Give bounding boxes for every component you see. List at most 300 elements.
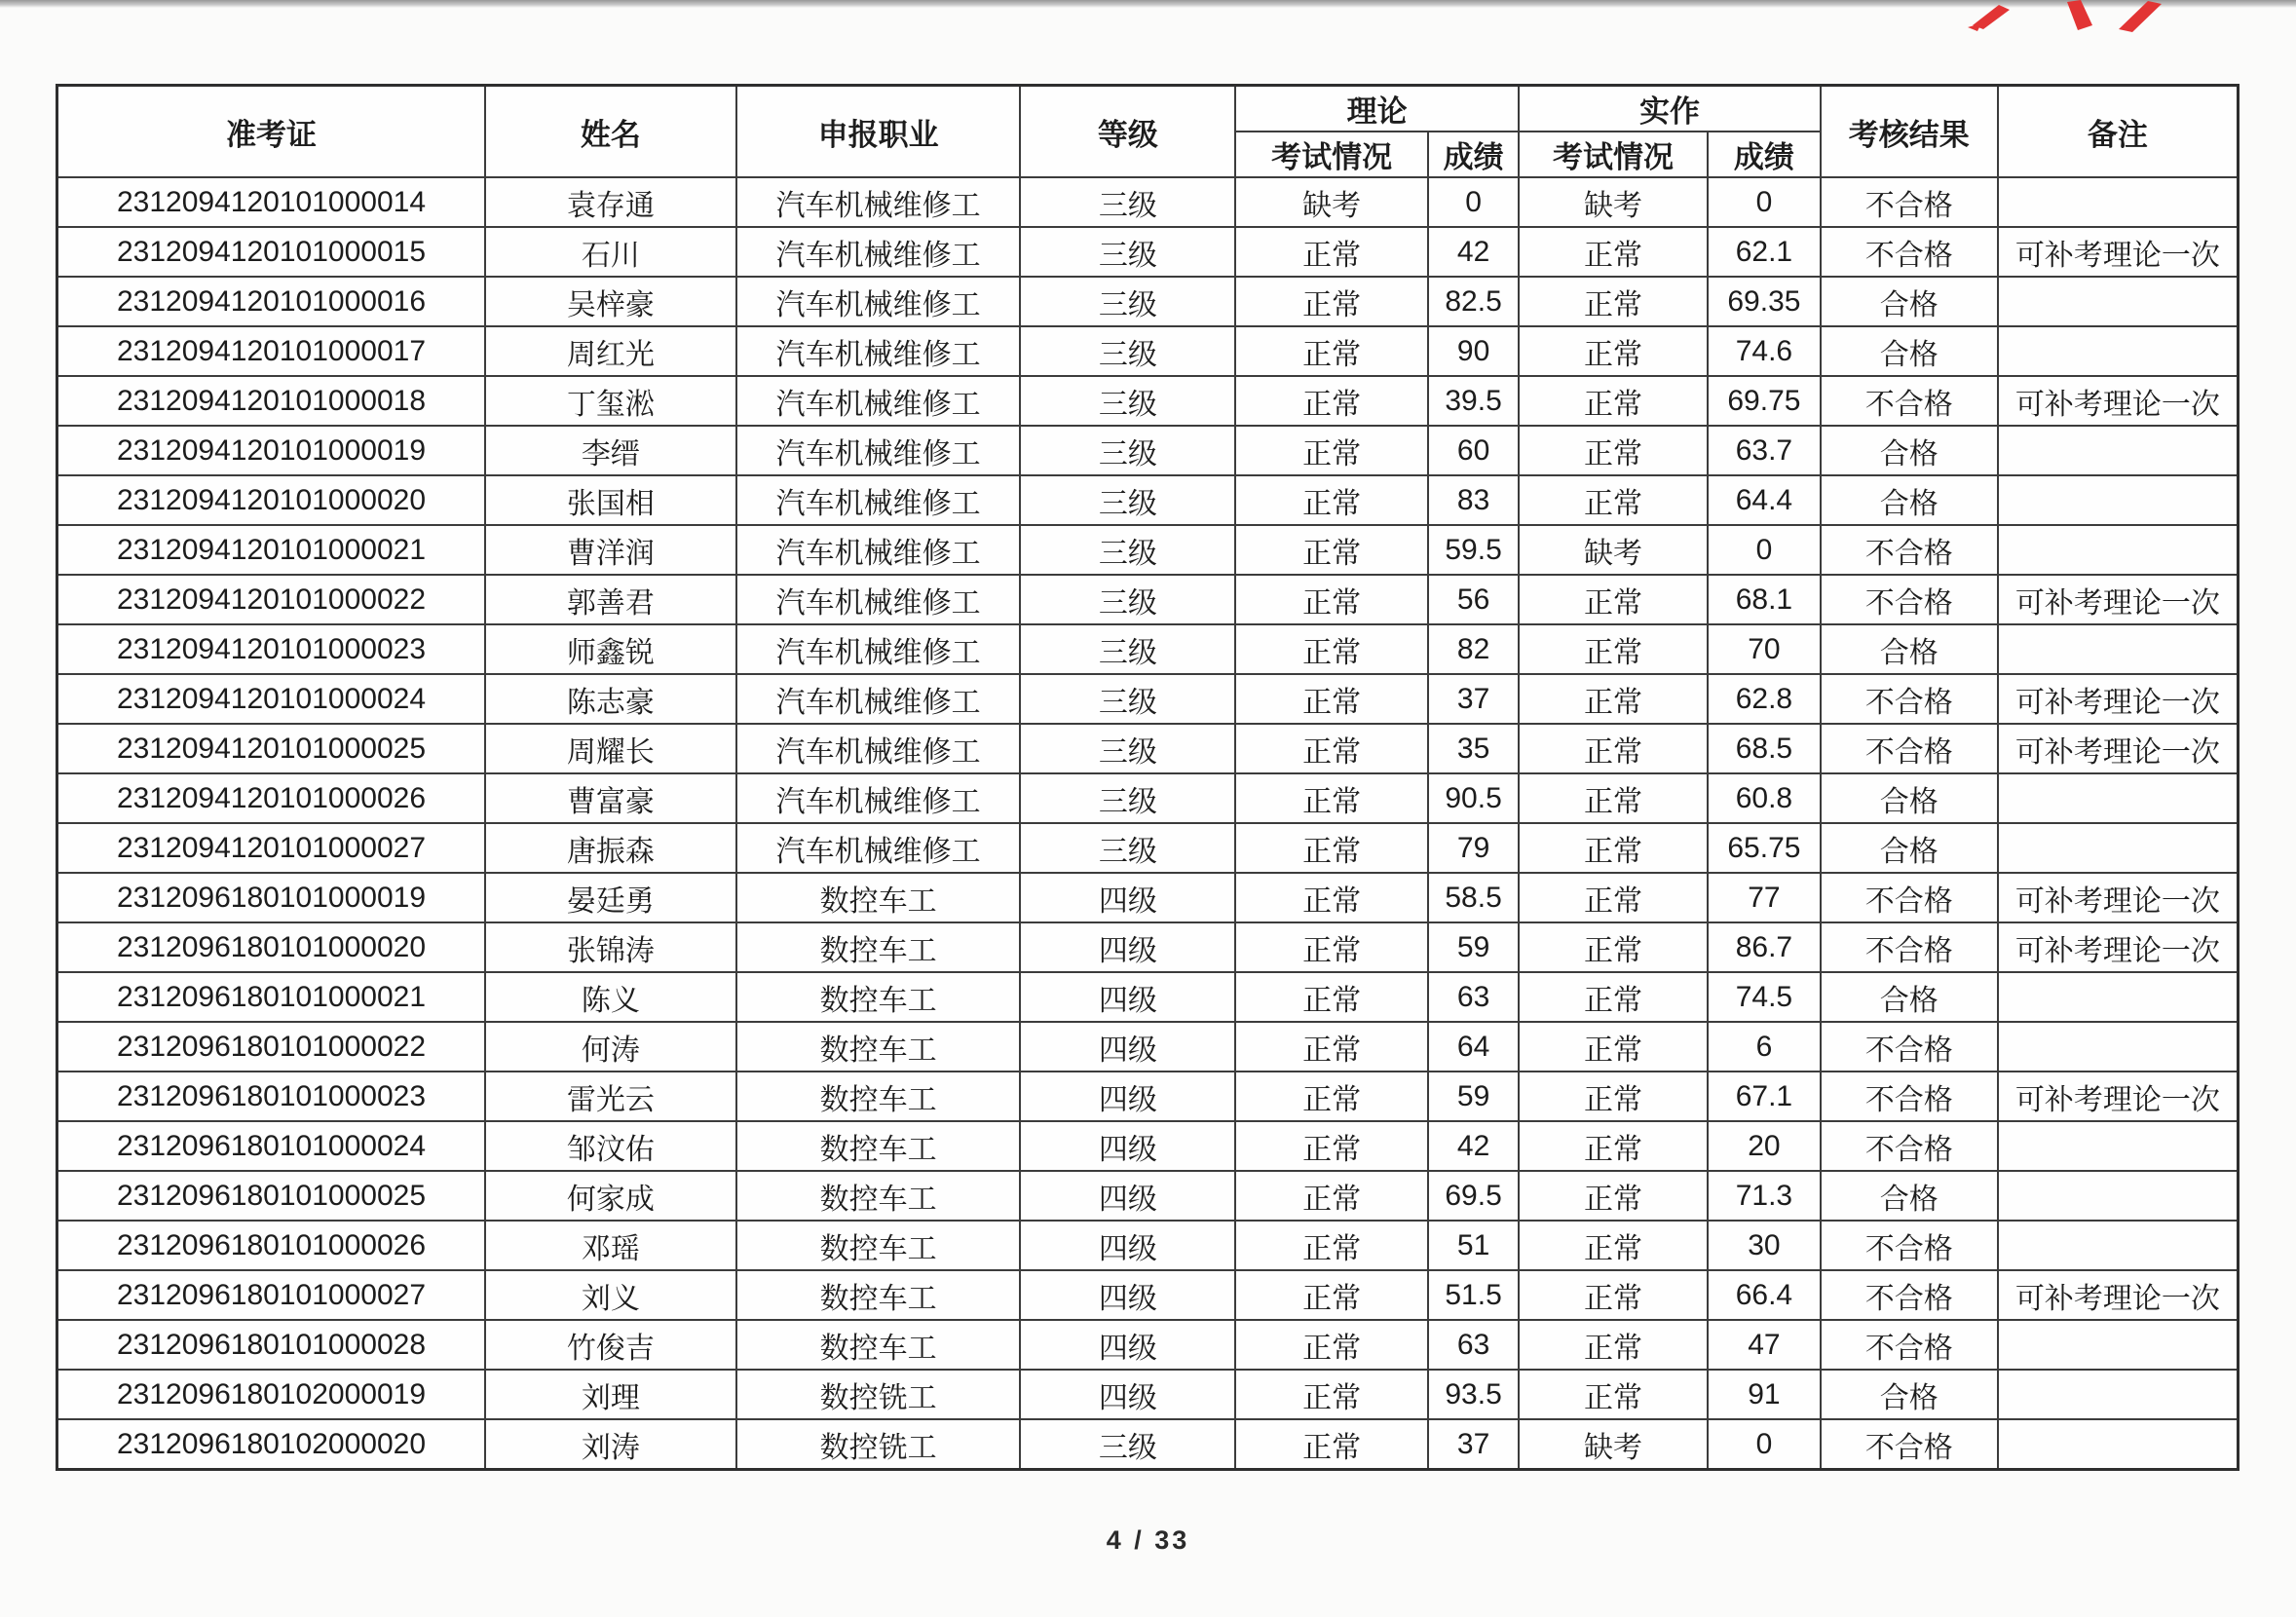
table-row [57,674,2239,724]
cell-occupation: 数控铣工 [736,1370,1021,1419]
table-row [57,1072,2239,1121]
cell-id: 2312094120101000014 [57,177,486,227]
cell-occupation: 汽车机械维修工 [736,575,1021,624]
cell-level: 三级 [1020,326,1235,376]
cell-theory-status: 正常 [1235,1221,1428,1270]
cell-occupation: 数控车工 [736,1121,1021,1171]
cell-theory-score: 90 [1428,326,1519,376]
cell-result: 不合格 [1821,1121,1998,1171]
cell-name: 袁存通 [485,177,736,227]
cell-level: 三级 [1020,277,1235,326]
cell-occupation: 汽车机械维修工 [736,674,1021,724]
cell-occupation: 汽车机械维修工 [736,823,1021,873]
cell-theory-status: 正常 [1235,575,1428,624]
cell-remark: 可补考理论一次 [1998,376,2239,426]
cell-practical-status: 正常 [1519,426,1708,475]
cell-practical-score: 74.6 [1708,326,1821,376]
cell-name: 曹洋润 [485,525,736,575]
cell-name: 刘理 [485,1370,736,1419]
exam-results-table [56,84,2240,1471]
cell-occupation: 数控车工 [736,1171,1021,1221]
cell-practical-score: 0 [1708,525,1821,575]
cell-level: 三级 [1020,1419,1235,1470]
cell-remark [1998,624,2239,674]
cell-name: 李缙 [485,426,736,475]
cell-theory-status: 正常 [1235,1121,1428,1171]
cell-theory-status: 正常 [1235,1171,1428,1221]
cell-practical-status: 正常 [1519,1370,1708,1419]
col-header-occupation: 申报职业 [736,86,1021,178]
cell-theory-status: 正常 [1235,1320,1428,1370]
cell-remark [1998,823,2239,873]
cell-result: 不合格 [1821,1270,1998,1320]
table-row [57,1022,2239,1072]
cell-theory-status: 正常 [1235,1072,1428,1121]
cell-id: 2312096180101000028 [57,1320,486,1370]
cell-remark [1998,1320,2239,1370]
cell-practical-score: 20 [1708,1121,1821,1171]
cell-name: 何家成 [485,1171,736,1221]
cell-occupation: 汽车机械维修工 [736,475,1021,525]
cell-remark [1998,475,2239,525]
cell-id: 2312094120101000020 [57,475,486,525]
col-header-remarks: 备注 [1998,86,2239,178]
cell-practical-score: 64.4 [1708,475,1821,525]
cell-level: 四级 [1020,1121,1235,1171]
cell-practical-score: 65.75 [1708,823,1821,873]
cell-practical-status: 缺考 [1519,525,1708,575]
table-row [57,1320,2239,1370]
col-header-level: 等级 [1020,86,1235,178]
table-row [57,773,2239,823]
cell-practical-status: 正常 [1519,326,1708,376]
cell-result: 合格 [1821,972,1998,1022]
cell-name: 雷光云 [485,1072,736,1121]
cell-name: 张锦涛 [485,922,736,972]
cell-name: 竹俊吉 [485,1320,736,1370]
cell-theory-score: 59 [1428,1072,1519,1121]
table-row [57,1370,2239,1419]
cell-remark: 可补考理论一次 [1998,922,2239,972]
cell-theory-score: 59 [1428,922,1519,972]
cell-theory-status: 正常 [1235,1370,1428,1419]
cell-occupation: 汽车机械维修工 [736,376,1021,426]
cell-remark [1998,177,2239,227]
cell-result: 合格 [1821,773,1998,823]
cell-name: 师鑫锐 [485,624,736,674]
cell-theory-score: 42 [1428,227,1519,277]
cell-id: 2312096180102000020 [57,1419,486,1470]
cell-practical-status: 正常 [1519,575,1708,624]
cell-theory-status: 正常 [1235,1022,1428,1072]
table-row [57,575,2239,624]
cell-result: 不合格 [1821,873,1998,922]
cell-level: 四级 [1020,1270,1235,1320]
cell-occupation: 数控车工 [736,972,1021,1022]
cell-practical-score: 67.1 [1708,1072,1821,1121]
table-row [57,1270,2239,1320]
cell-practical-status: 正常 [1519,277,1708,326]
cell-theory-status: 正常 [1235,972,1428,1022]
cell-result: 不合格 [1821,1022,1998,1072]
cell-occupation: 数控车工 [736,922,1021,972]
col-header-theory-exam-status: 考试情况 [1235,132,1428,177]
cell-theory-status: 正常 [1235,922,1428,972]
cell-id: 2312094120101000015 [57,227,486,277]
cell-level: 四级 [1020,1370,1235,1419]
cell-practical-status: 正常 [1519,624,1708,674]
cell-theory-status: 正常 [1235,227,1428,277]
cell-practical-score: 30 [1708,1221,1821,1270]
cell-name: 何涛 [485,1022,736,1072]
table-row [57,823,2239,873]
cell-practical-status: 正常 [1519,1270,1708,1320]
cell-theory-score: 63 [1428,972,1519,1022]
cell-result: 合格 [1821,1370,1998,1419]
cell-level: 四级 [1020,1171,1235,1221]
cell-remark [1998,1419,2239,1470]
cell-id: 2312096180101000026 [57,1221,486,1270]
cell-level: 四级 [1020,922,1235,972]
cell-remark [1998,1221,2239,1270]
cell-practical-status: 正常 [1519,376,1708,426]
col-group-header-theory: 理论 [1235,86,1519,132]
cell-result: 合格 [1821,426,1998,475]
cell-remark [1998,1022,2239,1072]
col-group-header-practical: 实作 [1519,86,1821,132]
cell-id: 2312096180101000022 [57,1022,486,1072]
cell-theory-score: 58.5 [1428,873,1519,922]
cell-practical-status: 正常 [1519,724,1708,773]
cell-remark: 可补考理论一次 [1998,1072,2239,1121]
cell-id: 2312096180102000019 [57,1370,486,1419]
cell-id: 2312094120101000026 [57,773,486,823]
table-row [57,277,2239,326]
cell-occupation: 汽车机械维修工 [736,177,1021,227]
table-row [57,1221,2239,1270]
cell-practical-score: 91 [1708,1370,1821,1419]
cell-id: 2312096180101000021 [57,972,486,1022]
cell-id: 2312094120101000022 [57,575,486,624]
cell-name: 陈志豪 [485,674,736,724]
cell-occupation: 数控车工 [736,1270,1021,1320]
cell-theory-status: 正常 [1235,674,1428,724]
cell-id: 2312094120101000025 [57,724,486,773]
cell-theory-score: 39.5 [1428,376,1519,426]
cell-name: 曹富豪 [485,773,736,823]
cell-result: 不合格 [1821,922,1998,972]
cell-practical-status: 缺考 [1519,1419,1708,1470]
cell-practical-score: 74.5 [1708,972,1821,1022]
cell-level: 三级 [1020,674,1235,724]
cell-theory-status: 正常 [1235,475,1428,525]
cell-remark: 可补考理论一次 [1998,674,2239,724]
cell-result: 合格 [1821,326,1998,376]
cell-id: 2312096180101000019 [57,873,486,922]
cell-id: 2312094120101000018 [57,376,486,426]
cell-id: 2312094120101000027 [57,823,486,873]
cell-remark [1998,773,2239,823]
cell-remark [1998,972,2239,1022]
col-header-admission-ticket: 准考证 [57,86,486,178]
cell-practical-score: 70 [1708,624,1821,674]
cell-practical-status: 正常 [1519,1320,1708,1370]
cell-level: 三级 [1020,724,1235,773]
cell-theory-score: 63 [1428,1320,1519,1370]
cell-result: 不合格 [1821,177,1998,227]
cell-name: 吴梓豪 [485,277,736,326]
cell-remark: 可补考理论一次 [1998,1270,2239,1320]
cell-result: 不合格 [1821,724,1998,773]
cell-result: 合格 [1821,624,1998,674]
cell-name: 刘涛 [485,1419,736,1470]
cell-level: 四级 [1020,1221,1235,1270]
page-number: 4 / 33 [1106,1525,1190,1555]
cell-name: 晏廷勇 [485,873,736,922]
cell-theory-score: 59.5 [1428,525,1519,575]
cell-practical-status: 正常 [1519,972,1708,1022]
cell-result: 不合格 [1821,575,1998,624]
cell-practical-score: 60.8 [1708,773,1821,823]
cell-occupation: 数控车工 [736,873,1021,922]
cell-result: 不合格 [1821,1072,1998,1121]
cell-theory-score: 83 [1428,475,1519,525]
cell-level: 三级 [1020,525,1235,575]
table-row [57,972,2239,1022]
cell-occupation: 汽车机械维修工 [736,326,1021,376]
cell-practical-score: 77 [1708,873,1821,922]
cell-name: 陈义 [485,972,736,1022]
cell-theory-score: 42 [1428,1121,1519,1171]
cell-practical-status: 正常 [1519,227,1708,277]
cell-level: 三级 [1020,426,1235,475]
cell-theory-score: 37 [1428,1419,1519,1470]
cell-practical-score: 47 [1708,1320,1821,1370]
cell-theory-status: 正常 [1235,277,1428,326]
cell-practical-score: 68.1 [1708,575,1821,624]
cell-occupation: 汽车机械维修工 [736,277,1021,326]
cell-occupation: 汽车机械维修工 [736,227,1021,277]
cell-theory-score: 37 [1428,674,1519,724]
header-row-top [57,86,2239,132]
cell-practical-status: 正常 [1519,1022,1708,1072]
cell-level: 三级 [1020,227,1235,277]
cell-id: 2312096180101000027 [57,1270,486,1320]
cell-name: 郭善君 [485,575,736,624]
cell-result: 合格 [1821,475,1998,525]
cell-practical-status: 正常 [1519,1221,1708,1270]
cell-theory-status: 正常 [1235,873,1428,922]
cell-name: 周红光 [485,326,736,376]
cell-level: 三级 [1020,823,1235,873]
table-row [57,1171,2239,1221]
cell-theory-status: 正常 [1235,525,1428,575]
cell-practical-score: 0 [1708,1419,1821,1470]
table-row [57,624,2239,674]
cell-practical-score: 71.3 [1708,1171,1821,1221]
cell-name: 邓瑶 [485,1221,736,1270]
cell-name: 丁玺淞 [485,376,736,426]
cell-result: 不合格 [1821,1419,1998,1470]
cell-theory-status: 正常 [1235,773,1428,823]
cell-theory-score: 79 [1428,823,1519,873]
cell-level: 四级 [1020,1320,1235,1370]
cell-occupation: 数控车工 [736,1022,1021,1072]
cell-remark [1998,1370,2239,1419]
cell-level: 三级 [1020,376,1235,426]
cell-result: 不合格 [1821,674,1998,724]
table-row [57,426,2239,475]
cell-level: 三级 [1020,475,1235,525]
cell-result: 不合格 [1821,227,1998,277]
red-stamp-marks-icon [1948,0,2172,35]
cell-theory-status: 正常 [1235,1419,1428,1470]
cell-result: 不合格 [1821,376,1998,426]
cell-practical-status: 缺考 [1519,177,1708,227]
cell-name: 张国相 [485,475,736,525]
cell-occupation: 数控车工 [736,1221,1021,1270]
table-row [57,1121,2239,1171]
cell-remark: 可补考理论一次 [1998,227,2239,277]
cell-remark: 可补考理论一次 [1998,575,2239,624]
cell-level: 四级 [1020,1022,1235,1072]
cell-theory-status: 缺考 [1235,177,1428,227]
cell-occupation: 数控车工 [736,1320,1021,1370]
cell-practical-status: 正常 [1519,1171,1708,1221]
cell-theory-status: 正常 [1235,823,1428,873]
cell-practical-status: 正常 [1519,674,1708,724]
cell-remark: 可补考理论一次 [1998,873,2239,922]
cell-practical-status: 正常 [1519,1121,1708,1171]
cell-practical-status: 正常 [1519,773,1708,823]
cell-practical-score: 69.35 [1708,277,1821,326]
table-header [57,86,2239,178]
table-row [57,227,2239,277]
cell-level: 三级 [1020,575,1235,624]
cell-occupation: 汽车机械维修工 [736,624,1021,674]
table-row [57,922,2239,972]
cell-theory-score: 51 [1428,1221,1519,1270]
cell-result: 合格 [1821,277,1998,326]
cell-practical-score: 6 [1708,1022,1821,1072]
cell-id: 2312094120101000016 [57,277,486,326]
cell-occupation: 汽车机械维修工 [736,773,1021,823]
table-row [57,475,2239,525]
table-row [57,724,2239,773]
cell-result: 不合格 [1821,525,1998,575]
table-row [57,1419,2239,1470]
cell-result: 不合格 [1821,1221,1998,1270]
cell-practical-status: 正常 [1519,1072,1708,1121]
cell-theory-score: 64 [1428,1022,1519,1072]
cell-theory-status: 正常 [1235,326,1428,376]
cell-remark [1998,277,2239,326]
cell-remark: 可补考理论一次 [1998,724,2239,773]
col-header-practical-exam-status: 考试情况 [1519,132,1708,177]
cell-practical-score: 86.7 [1708,922,1821,972]
cell-occupation: 汽车机械维修工 [736,724,1021,773]
table-row [57,376,2239,426]
cell-name: 邹汶佑 [485,1121,736,1171]
cell-theory-score: 69.5 [1428,1171,1519,1221]
cell-name: 周耀长 [485,724,736,773]
cell-practical-score: 66.4 [1708,1270,1821,1320]
cell-theory-score: 60 [1428,426,1519,475]
cell-level: 三级 [1020,773,1235,823]
cell-remark [1998,426,2239,475]
cell-id: 2312094120101000024 [57,674,486,724]
cell-theory-status: 正常 [1235,1270,1428,1320]
cell-id: 2312096180101000024 [57,1121,486,1171]
cell-practical-status: 正常 [1519,922,1708,972]
table-row [57,873,2239,922]
cell-id: 2312094120101000017 [57,326,486,376]
cell-occupation: 数控铣工 [736,1419,1021,1470]
cell-level: 三级 [1020,624,1235,674]
cell-level: 四级 [1020,1072,1235,1121]
cell-practical-status: 正常 [1519,873,1708,922]
cell-remark [1998,525,2239,575]
cell-remark [1998,1121,2239,1171]
col-header-result: 考核结果 [1821,86,1998,178]
cell-practical-score: 68.5 [1708,724,1821,773]
table-body [57,177,2239,1470]
cell-occupation: 数控车工 [736,1072,1021,1121]
cell-theory-score: 82.5 [1428,277,1519,326]
cell-theory-status: 正常 [1235,624,1428,674]
cell-practical-score: 63.7 [1708,426,1821,475]
cell-id: 2312096180101000020 [57,922,486,972]
cell-id: 2312094120101000021 [57,525,486,575]
cell-level: 三级 [1020,177,1235,227]
cell-result: 合格 [1821,1171,1998,1221]
col-header-name: 姓名 [485,86,736,178]
cell-theory-score: 93.5 [1428,1370,1519,1419]
col-header-theory-score: 成绩 [1428,132,1519,177]
cell-theory-score: 82 [1428,624,1519,674]
cell-result: 不合格 [1821,1320,1998,1370]
col-header-practical-score: 成绩 [1708,132,1821,177]
table-row [57,326,2239,376]
cell-name: 刘义 [485,1270,736,1320]
cell-id: 2312094120101000019 [57,426,486,475]
cell-remark [1998,326,2239,376]
table-row [57,525,2239,575]
cell-occupation: 汽车机械维修工 [736,426,1021,475]
cell-practical-score: 62.1 [1708,227,1821,277]
cell-theory-status: 正常 [1235,426,1428,475]
cell-theory-score: 0 [1428,177,1519,227]
cell-practical-status: 正常 [1519,823,1708,873]
cell-name: 唐振森 [485,823,736,873]
cell-level: 四级 [1020,972,1235,1022]
cell-theory-status: 正常 [1235,376,1428,426]
cell-theory-score: 51.5 [1428,1270,1519,1320]
cell-theory-status: 正常 [1235,724,1428,773]
cell-practical-status: 正常 [1519,475,1708,525]
cell-theory-score: 90.5 [1428,773,1519,823]
cell-level: 四级 [1020,873,1235,922]
cell-theory-score: 35 [1428,724,1519,773]
cell-id: 2312094120101000023 [57,624,486,674]
cell-occupation: 汽车机械维修工 [736,525,1021,575]
cell-theory-score: 56 [1428,575,1519,624]
cell-practical-score: 0 [1708,177,1821,227]
cell-practical-score: 69.75 [1708,376,1821,426]
cell-id: 2312096180101000025 [57,1171,486,1221]
table-row [57,177,2239,227]
cell-name: 石川 [485,227,736,277]
